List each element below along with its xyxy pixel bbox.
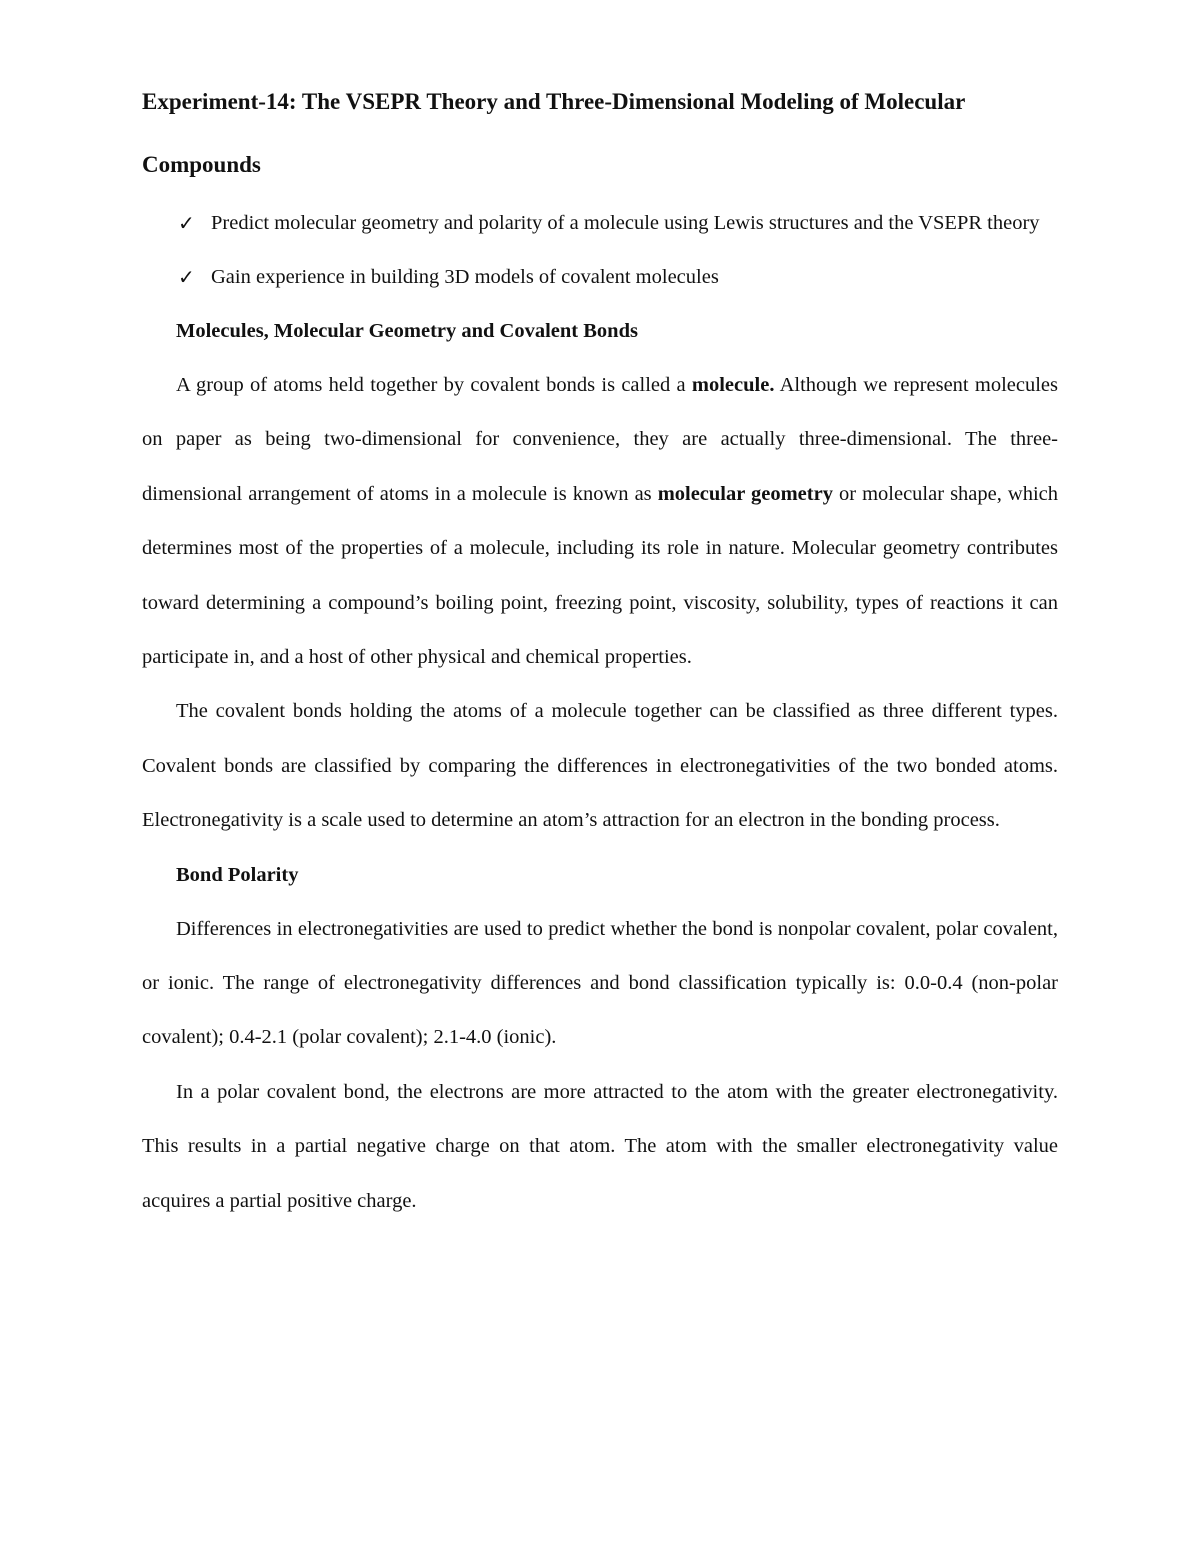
list-item — [142, 196, 1058, 250]
objective-text: Predict molecular geometry and polarity of a molecule using Lewis structures and the VSEPR theory — [211, 212, 1040, 234]
page-title: Experiment-14: The VSEPR Theory and Three-Dimensional Modeling of Molecular Compounds — [142, 89, 965, 177]
term-molecular-geometry: molecular geometry — [657, 482, 833, 505]
paragraph-text: Although we represent molecules on paper as being two-dimensional for convenience, they are actually three-dimensional. The three-dimensional arrangement of atoms in a molecule is known as — [142, 374, 1058, 505]
paragraph-electronegativity-differences: Differences in electronegativities are used to predict whether the bond is nonpolar covalent, polar covalent, or ionic. The range of electronegativity differences and bond classification typically is: 0.0-0.4 (non-polar covalent); 0.4-2.1 (polar covalent); 2.1-4.0 (ionic). — [142, 917, 1058, 1049]
objective-text: Gain experience in building 3D models of covalent molecules — [211, 266, 719, 288]
paragraph-polar-covalent: In a polar covalent bond, the electrons are more attracted to the atom with the greater electronegativity. This results in a partial negative charge on that atom. The atom with the smaller electronegativity value acquires a partial positive charge. — [142, 1080, 1058, 1212]
paragraph-text: or molecular shape, which determines most of the properties of a molecule, including its role in nature. Molecular geometry contributes toward determining a compound’s boiling point, freezing point, viscosity, solubility, types of reactions it can participate in, and a host of other physical and chemical properties. — [142, 482, 1059, 669]
list-item — [142, 250, 1058, 304]
checkmark-icon: ✓ — [178, 211, 195, 235]
section-heading-molecules: Molecules, Molecular Geometry and Covalent Bonds — [176, 320, 638, 342]
checkmark-icon: ✓ — [178, 265, 195, 289]
paragraph-text: A group of atoms held together by covalent bonds is called a — [176, 374, 692, 396]
paragraph-covalent-bonds: The covalent bonds holding the atoms of a molecule together can be classified as three different types. Covalent bonds are classified by comparing the differences in electronegativities of the two bonded atoms. Electronegativity is a scale used to determine an atom’s attraction for an electron in the bonding process. — [142, 700, 1058, 832]
document-page — [142, 70, 1058, 1228]
term-molecule: molecule. — [691, 374, 775, 396]
objectives-list — [142, 196, 1058, 304]
section-heading-bond-polarity: Bond Polarity — [176, 863, 299, 886]
paragraph-molecules — [142, 358, 1058, 684]
